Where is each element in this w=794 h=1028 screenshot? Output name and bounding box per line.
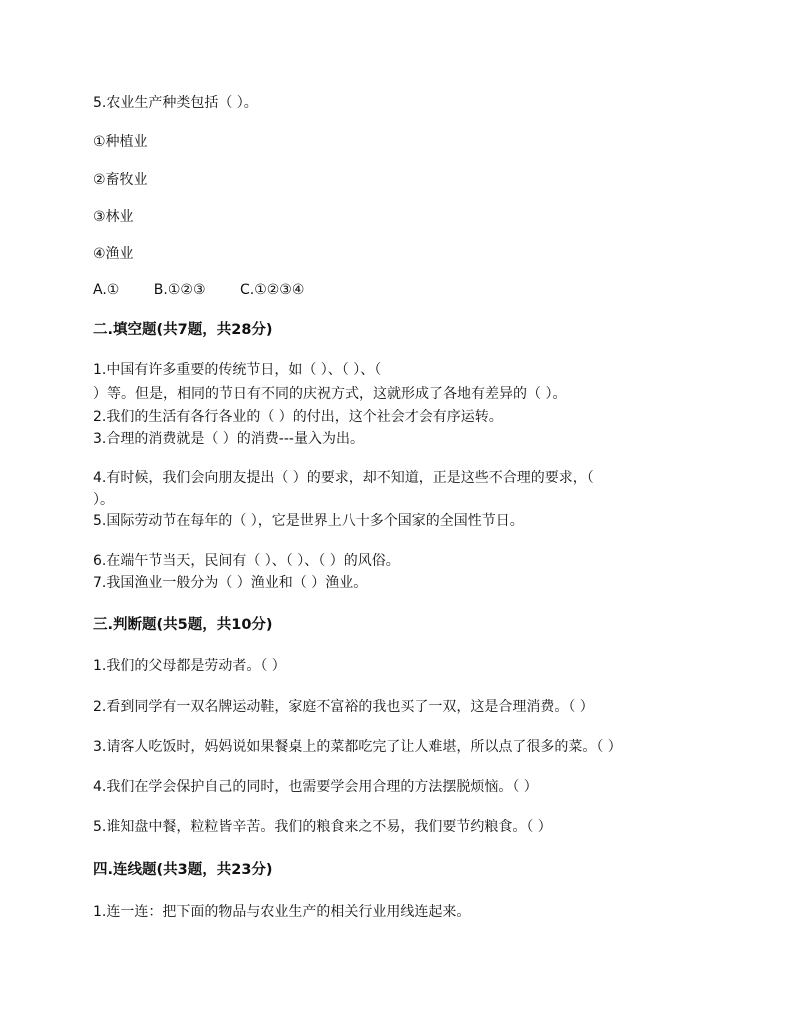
choice-a: A.① — [93, 282, 120, 298]
fill-q6: 6.在端午节当天，民间有（ ）、（ ）、（ ）的风俗。 — [93, 553, 400, 569]
fill-q1-line1: 1.中国有许多重要的传统节日，如（ ）、（ ）、（ — [93, 362, 382, 378]
option-4: ④渔业 — [93, 246, 134, 262]
option-1: ①种植业 — [93, 134, 148, 150]
fill-q4-line1: 4.有时候，我们会向朋友提出（ ）的要求，却不知道，正是这些不合理的要求，（ — [93, 470, 594, 486]
answer-choices — [93, 281, 713, 299]
fill-q4-line2: ）。 — [93, 492, 114, 508]
choice-b: B.①②③ — [153, 282, 206, 298]
section-2-title: 二.填空题(共7题，共28分) — [93, 322, 273, 338]
fill-q1-line2: ）等。但是，相同的节日有不同的庆祝方式，这就形成了各地有差异的（ ）。 — [93, 386, 567, 402]
judge-q3: 3.请客人吃饭时，妈妈说如果餐桌上的菜都吃完了让人难堪，所以点了很多的菜。（ ） — [93, 739, 622, 755]
match-q1: 1.连一连：把下面的物品与农业生产的相关行业用线连起来。 — [93, 904, 471, 920]
fill-q5: 5.国际劳动节在每年的（ ），它是世界上八十多个国家的全国性节日。 — [93, 513, 524, 529]
fill-q2: 2.我们的生活有各行各业的（ ）的付出，这个社会才会有序运转。 — [93, 409, 503, 425]
option-3: ③林业 — [93, 209, 134, 225]
judge-q1: 1.我们的父母都是劳动者。（ ） — [93, 658, 286, 674]
option-2: ②畜牧业 — [93, 172, 148, 188]
section-3-title: 三.判断题(共5题，共10分) — [93, 617, 273, 633]
fill-q7: 7.我国渔业一般分为（ ）渔业和（ ）渔业。 — [93, 575, 368, 591]
fill-q3: 3.合理的消费就是（ ）的消费---量入为出。 — [93, 431, 364, 447]
section-4-title: 四.连线题(共3题，共23分) — [93, 862, 273, 878]
judge-q5: 5.谁知盘中餐，粒粒皆辛苦。我们的粮食来之不易，我们要节约粮食。（ ） — [93, 819, 552, 835]
judge-q4: 4.我们在学会保护自己的同时，也需要学会用合理的方法摆脱烦恼。（ ） — [93, 779, 538, 795]
question-5-stem: 5.农业生产种类包括（ ）。 — [93, 95, 258, 111]
judge-q2: 2.看到同学有一双名牌运动鞋，家庭不富裕的我也买了一双，这是合理消费。（ ） — [93, 699, 594, 715]
choice-c: C.①②③④ — [239, 282, 305, 298]
